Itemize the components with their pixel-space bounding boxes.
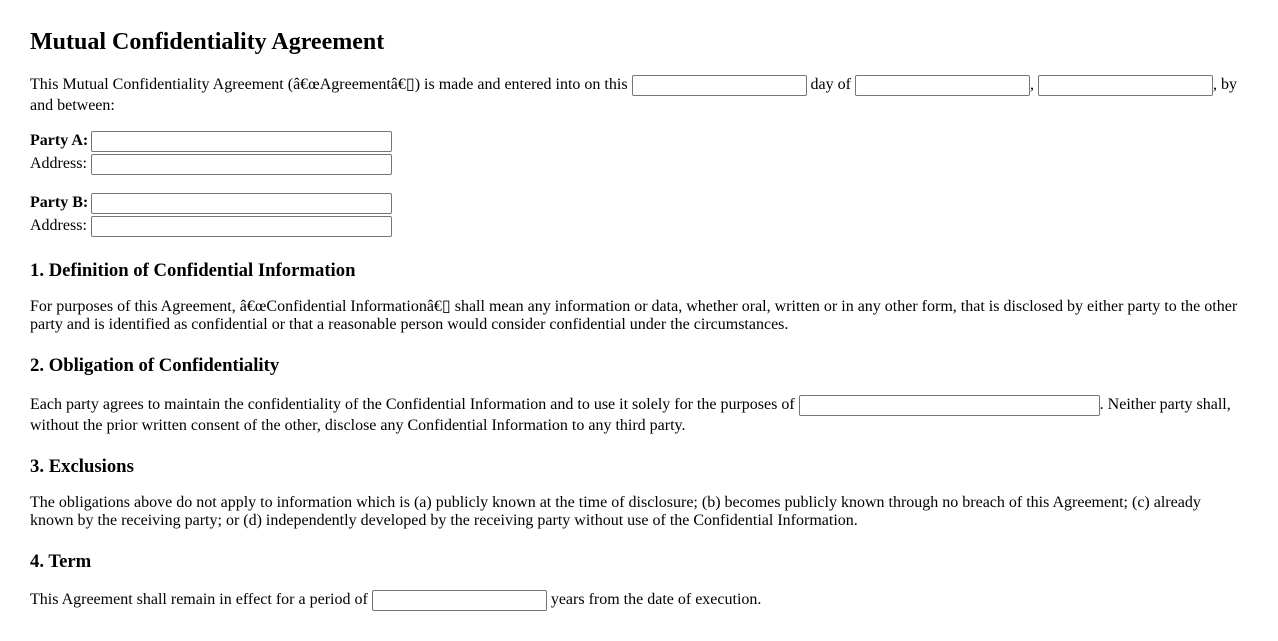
section-4-text-after: years from the date of execution. xyxy=(550,591,762,609)
section-1-body: For purposes of this Agreement, â€œConfidential Informationâ€▯ shall mean any information or data, whether oral, written or in any other form, that is disclosed by either party to the other party and is identified as confidential or that a reasonable person would consider confidential under the circumstances. xyxy=(30,298,1238,333)
purpose-input[interactable] xyxy=(799,395,1100,416)
document-page xyxy=(30,29,1248,612)
party-b-address-label: Address: xyxy=(30,217,87,235)
section-4-text-before: This Agreement shall remain in effect for a period of xyxy=(30,591,368,609)
intro-comma: , xyxy=(1029,75,1034,93)
document-title: Mutual Confidentiality Agreement xyxy=(30,29,385,55)
intro-text-before-day: This Mutual Confidentiality Agreement (â€œAgreementâ€▯) is made and entered into on this xyxy=(30,75,628,93)
party-b-address-input[interactable] xyxy=(91,216,392,237)
party-b-block xyxy=(30,192,1248,238)
section-2-text-after: . Neither party shall, without the prior written consent of the other, disclose any Confidential Information to any third party. xyxy=(30,395,1231,434)
section-1-heading: 1. Definition of Confidential Information xyxy=(30,259,356,281)
day-input[interactable] xyxy=(632,75,807,96)
section-2-body xyxy=(30,394,1248,434)
intro-paragraph xyxy=(30,74,1248,114)
party-a-name-input[interactable] xyxy=(91,131,392,152)
section-4-heading: 4. Term xyxy=(30,550,92,572)
party-b-label: Party B: xyxy=(30,194,89,212)
section-2-text-before: Each party agrees to maintain the confidentiality of the Confidential Information and to use it solely for the purposes of xyxy=(30,395,795,413)
section-3-body: The obligations above do not apply to information which is (a) publicly known at the time of disclosure; (b) becomes publicly known through no breach of this Agreement; (c) already known by the receiving party; or (d) independently developed by the receiving party without use of the Confidential Information. xyxy=(30,494,1201,529)
section-2-heading: 2. Obligation of Confidentiality xyxy=(30,354,280,376)
intro-text-day-of: day of xyxy=(810,75,851,93)
year-input[interactable] xyxy=(1038,75,1213,96)
party-a-label: Party A: xyxy=(30,132,89,150)
party-b-name-input[interactable] xyxy=(91,193,392,214)
party-a-block xyxy=(30,130,1248,176)
section-3-heading: 3. Exclusions xyxy=(30,455,134,477)
party-a-address-label: Address: xyxy=(30,155,87,173)
party-a-address-input[interactable] xyxy=(91,154,392,175)
month-input[interactable] xyxy=(855,75,1030,96)
intro-text-after-year: , by and between: xyxy=(30,75,1237,114)
